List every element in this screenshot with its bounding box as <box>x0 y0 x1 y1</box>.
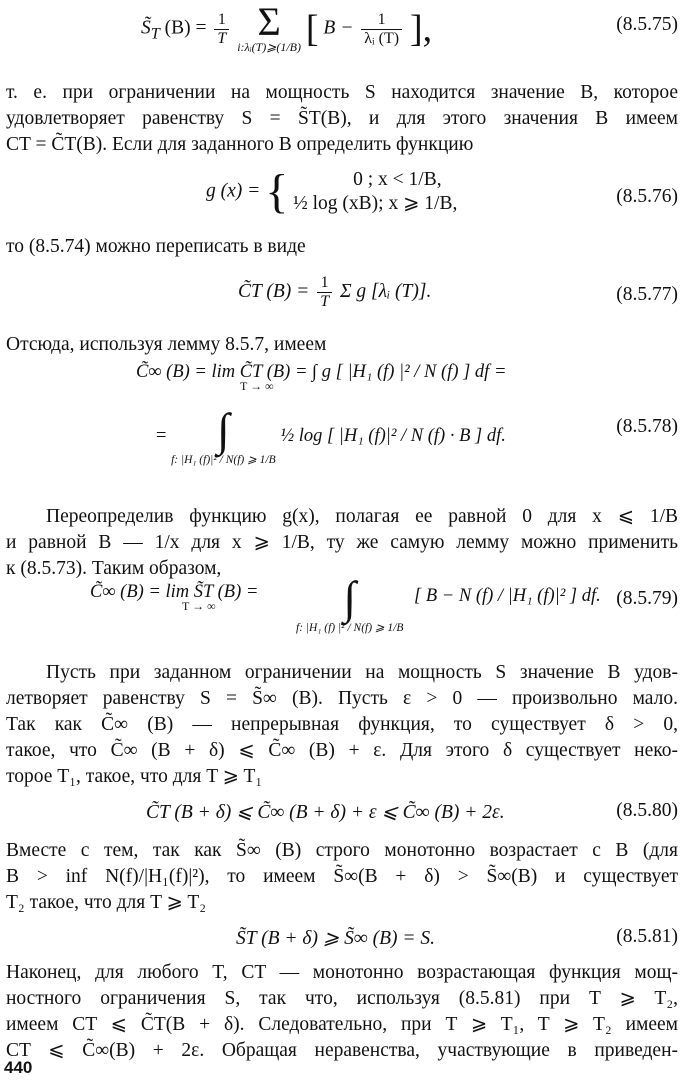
text-line: T₂ такое, что для T ⩾ T₂ <box>6 892 207 913</box>
equation-8-5-81 <box>6 922 678 956</box>
lim-subscript: T → ∞ <box>182 599 216 613</box>
text-line: удовлетворяет равенству S = S̃T(B), и для этого значения B имеем <box>6 108 678 129</box>
equation-8-5-80 <box>6 796 678 830</box>
equation-number: (8.5.76) <box>616 186 678 207</box>
eq-line-2: ½ log [ |H₁ (f)|² / N (f) · B ] df. <box>280 425 506 446</box>
eq-lhs: S̃ <box>141 17 151 39</box>
text-line: Отсюда, используя лемму 8.5.7, имеем <box>6 334 327 355</box>
eq-text: C̃T (B + δ) ⩽ C̃∞ (B + δ) + ε ⩽ C̃∞ (B) + 2ε. <box>146 802 505 823</box>
text-line: ностного ограничения S, так что, используя (8.5.81) при T ⩾ T₂, <box>6 988 678 1009</box>
text-line: летворяет равенству S = S̃∞ (B). Пусть ε > 0 — произвольно мало. <box>6 688 678 709</box>
eq-bracket: B − <box>323 17 354 39</box>
lim-subscript: T → ∞ <box>240 379 274 393</box>
text-line: к (8.5.73). Таким образом, <box>6 558 222 579</box>
text-line: CT = C̃T(B). Если для заданного B определить функцию <box>6 134 474 155</box>
text-line: такое, что C̃∞ (B + δ) ⩽ C̃∞ (B) + ε. Для этого δ существует неко- <box>6 740 678 761</box>
equation-8-5-78 <box>6 362 678 492</box>
equation-8-5-76: g (x) = { 0 ; x < 1/B, ½ log (xB); x ⩾ 1/B, (8.5.76) <box>206 165 678 218</box>
eq-bracket: [ B − N (f) / |H₁ (f)|² ] df. <box>414 586 601 606</box>
eq-line-2-prefix: = <box>156 425 167 446</box>
equation-number: (8.5.78) <box>616 416 678 437</box>
fraction: $\frac{1}{T}$ <box>214 11 229 48</box>
equation-8-5-75: $S̃_T$ (B) = $\frac{1}{T}$ Σ i:λᵢ(T)⩾(1/B) [ B − $\frac{1}{\text{λᵢ (T)}}$ ], (8.5.75) <box>141 0 678 54</box>
equation-number: (8.5.80) <box>616 800 678 821</box>
cases <box>293 168 457 216</box>
case-2: ½ log (xB); x ⩾ 1/B, <box>293 193 458 214</box>
integral-limits: f: |H₁ (f)|² / N(f) ⩾ 1/B <box>171 454 276 466</box>
text-line: торое T₁, такое, что для T ⩾ T₁ <box>6 766 263 787</box>
eq-tail: Σ g [λᵢ (T)]. <box>339 280 432 302</box>
text-line: имеем CT ⩽ C̃T(B + δ). Следовательно, при T ⩾ T₁, T ⩾ T₂ имеем <box>6 1014 678 1035</box>
fraction: $\frac{1}{T}$ <box>317 274 332 311</box>
fraction: $\frac{1}{\text{λᵢ (T)}}$ <box>361 11 402 48</box>
case-1: 0 ; x < 1/B, <box>353 169 442 190</box>
text-line: и равной B — 1/x для x ⩾ 1/B, ту же самую лемму можно применить <box>6 532 678 553</box>
equation-number: (8.5.75) <box>616 14 678 35</box>
integral-limits: f: |H₁ (f) |² / N(f) ⩾ 1/B <box>296 622 404 634</box>
text-line: CT ⩽ C̃∞(B) + 2ε. Обращая неравенства, участвующие в приведен- <box>6 1040 678 1061</box>
eq-lhs: C̃∞ (B) = lim S̃T (B) = <box>90 582 259 602</box>
equation-number: (8.5.79) <box>616 588 678 609</box>
text-line: то (8.5.74) можно переписать в виде <box>6 236 306 257</box>
text-line: Наконец, для любого T, CT — монотонно возрастающая функция мощ- <box>6 962 678 983</box>
equation-8-5-79 <box>6 572 678 652</box>
sum-symbol: Σ i:λᵢ(T)⩾(1/B) <box>237 0 302 54</box>
page-number: 440 <box>4 1058 33 1077</box>
sum-limits: i:λᵢ(T)⩾(1/B) <box>237 40 302 54</box>
eq-sub: T <box>150 24 160 43</box>
equation-number: (8.5.77) <box>616 284 678 305</box>
text-line: Пусть при заданном ограничении на мощность S значение B удов- <box>46 662 678 683</box>
eq-lhs: g (x) = <box>206 180 261 202</box>
eq-tail: ], <box>409 8 433 50</box>
text-line: Так как C̃∞ (B) — непрерывная функция, то существует δ > 0, <box>6 714 678 735</box>
equation-8-5-77 <box>6 270 678 322</box>
eq-arg: (B) = <box>164 17 207 39</box>
eq-line-1: C̃∞ (B) = lim C̃T (B) = ∫ g [ |H₁ (f) |² / N (f) ] df = <box>136 362 507 382</box>
integral-symbol: ∫ f: |H₁ (f)|² / N(f) ⩾ 1/B <box>171 404 276 466</box>
eq-text: S̃T (B + δ) ⩾ S̃∞ (B) = S. <box>236 928 436 949</box>
text-line: B > inf N(f)/|H₁(f)|²), то имеем S̃∞(B + δ) > S̃∞(B) и существует <box>6 866 678 887</box>
equation-number: (8.5.81) <box>616 926 678 947</box>
integral-symbol: ∫ f: |H₁ (f) |² / N(f) ⩾ 1/B <box>296 572 404 634</box>
text-line: Переопределив функцию g(x), полагая ее равной 0 для x ⩽ 1/B <box>46 506 678 527</box>
text-line: Вместе с тем, так как S̃∞ (B) строго монотонно возрастает с B (для <box>6 840 678 861</box>
eq-lhs: C̃T (B) = <box>238 280 310 302</box>
text-line: т. е. при ограничении на мощность S находится значение B, которое <box>6 82 678 103</box>
